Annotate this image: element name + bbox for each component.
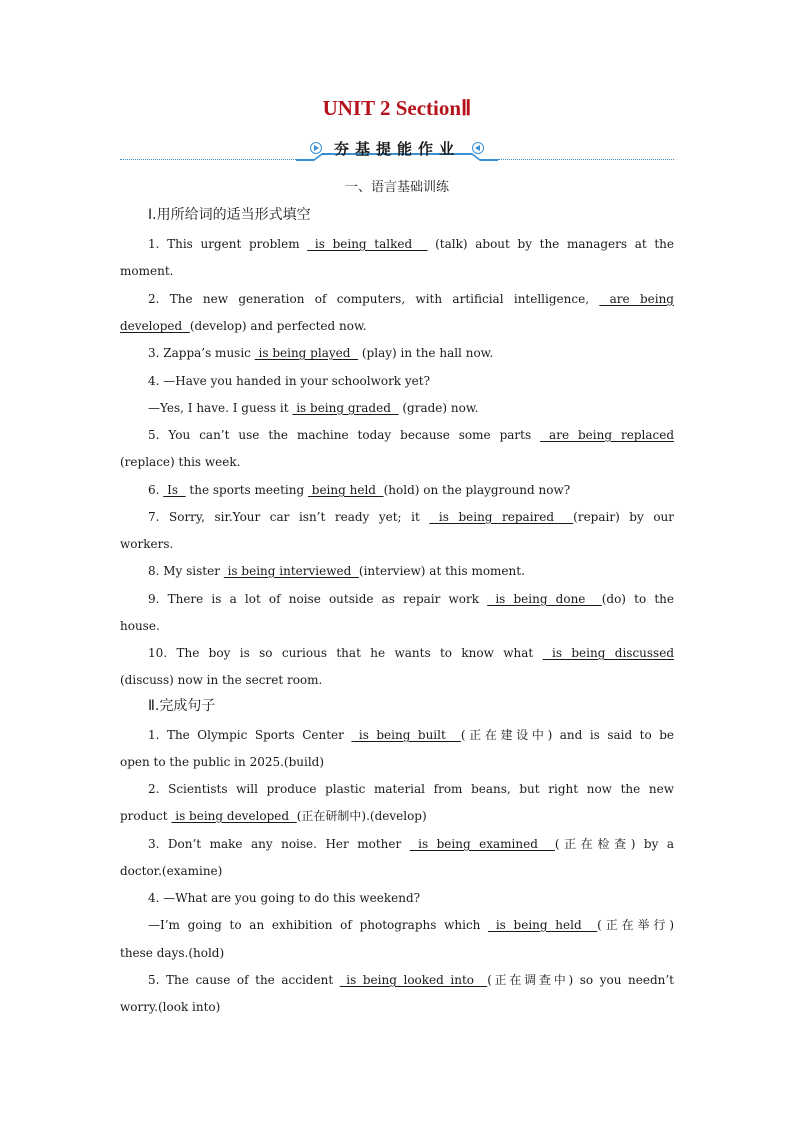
answer: is being examined — [409, 837, 555, 851]
p1-item4-line2: —Yes, I have. I guess it is being graded (grade) now. — [148, 401, 479, 415]
answer: are being replaced — [540, 428, 674, 442]
section-heading: 一、语言基础训练 — [344, 180, 449, 195]
p1-item6: 6. Is the sports meeting being held (hold) on the playground now? — [148, 483, 571, 497]
answer: being held — [307, 483, 384, 497]
answer: is being discussed — [542, 646, 675, 660]
p1-item1-line2: moment. — [120, 264, 174, 278]
p1-item3: 3. Zappa’s music is being played (play) in the hall now. — [148, 346, 494, 360]
answer: Is — [163, 483, 186, 497]
p1-item8: 8. My sister is being interviewed (interview) at this moment. — [148, 564, 525, 578]
answer: is being interviewed — [223, 564, 359, 578]
p2-item1-line2: open to the public in 2025.(build) — [120, 755, 325, 769]
p2-item4-line1: 4. —What are you going to do this weekend? — [148, 891, 421, 905]
p2-item2-line2: product is being developed (正在研制中).(develop) — [120, 809, 427, 823]
p1-item4-line1: 4. —Have you handed in your schoolwork yet? — [148, 374, 431, 388]
p1-item9-line1: 9. There is a lot of noise outside as repair work is being done (do) to the — [148, 592, 674, 606]
banner-dotted-rule-right — [498, 159, 674, 160]
answer: is being repaired — [429, 510, 574, 524]
p1-item10-line2: (discuss) now in the secret room. — [120, 673, 323, 687]
p2-item5-line1: 5. The cause of the accident is being looked into (正在调查中) so you needn’t — [148, 973, 674, 987]
play-left-icon — [472, 142, 484, 154]
answer: is being done — [487, 592, 602, 606]
answer: are being — [599, 292, 674, 306]
p1-item7-line1: 7. Sorry, sir.Your car isn’t ready yet; it is being repaired (repair) by our — [148, 510, 675, 524]
page-title: UNIT 2 SectionⅡ — [322, 96, 472, 120]
banner-label: 夯基提能作业 — [333, 140, 460, 158]
p1-item5-line2: (replace) this week. — [120, 455, 241, 469]
answer: is being graded — [292, 401, 399, 415]
answer: developed — [120, 319, 190, 333]
p1-item10-line1: 10. The boy is so curious that he wants to know what is being discussed — [148, 646, 675, 660]
banner-dotted-rule-left — [120, 159, 296, 160]
answer: is being developed — [171, 809, 297, 823]
p2-item3-line2: doctor.(examine) — [120, 864, 223, 878]
answer: is being built — [351, 728, 461, 742]
p2-item2-line1: 2. Scientists will produce plastic material from beans, but right now the new — [148, 782, 674, 796]
answer: is being held — [488, 918, 598, 932]
answer: is being looked into — [339, 973, 488, 987]
p1-item5-line1: 5. You can’t use the machine today because some parts are being replaced — [148, 428, 674, 442]
p1-item7-line2: workers. — [120, 537, 174, 551]
p2-item1-line1: 1. The Olympic Sports Center is being built (正在建设中) and is said to be — [148, 728, 674, 742]
p2-item4-line2: —I’m going to an exhibition of photographs which is being held (正在举行) — [148, 918, 674, 932]
play-right-icon — [310, 142, 322, 154]
p1-item1-line1: 1. This urgent problem is being talked (talk) about by the managers at the — [148, 237, 674, 251]
p2-item5-line2: worry.(look into) — [120, 1000, 221, 1014]
p1-item9-line2: house. — [120, 619, 160, 633]
answer: is being talked — [307, 237, 428, 251]
p1-item2-line1: 2. The new generation of computers, with artificial intelligence, are being — [148, 292, 674, 306]
p1-item2-line2: developed (develop) and perfected now. — [120, 319, 367, 333]
p2-item3-line1: 3. Don’t make any noise. Her mother is being examined (正在检查) by a — [148, 837, 675, 851]
p2-item4-line3: these days.(hold) — [120, 946, 225, 960]
answer: is being played — [254, 346, 359, 360]
section-banner — [120, 137, 674, 165]
part1-heading: Ⅰ.用所给词的适当形式填空 — [148, 207, 311, 223]
part2-heading: Ⅱ.完成句子 — [148, 698, 216, 714]
